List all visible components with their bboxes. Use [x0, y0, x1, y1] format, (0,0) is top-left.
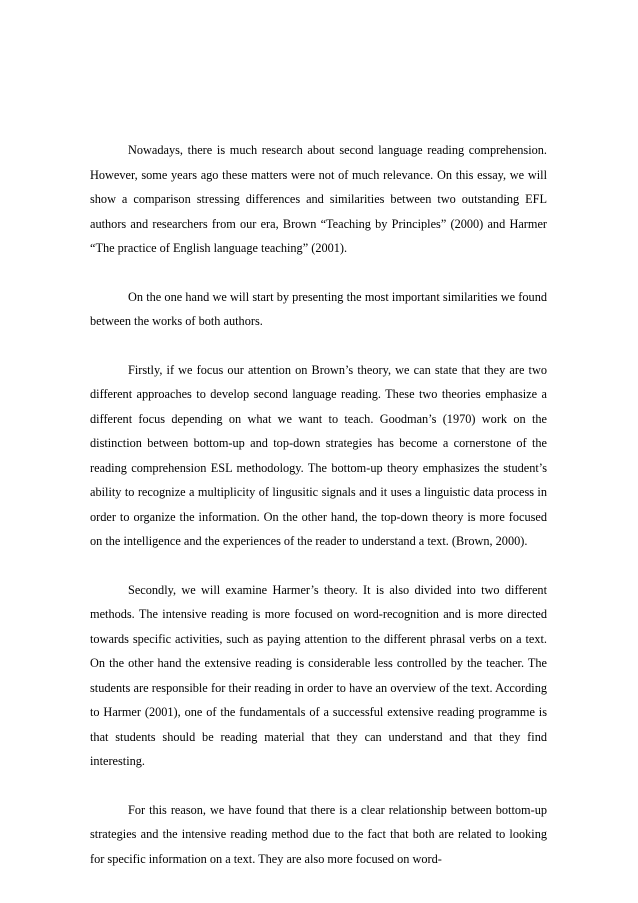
paragraph-similarities-intro: On the one hand we will start by presenting the most important similarities we found between the works of both authors.	[90, 289, 547, 328]
paragraph-brown-theory: Firstly, if we focus our attention on Brown’s theory, we can state that they are two different approaches to develop second language reading. These two theories emphasize a different focus depending on what we want to teach. Goodman’s (1970) work on the distinction between bottom-up and top-down strategies has become a cornerstone of the reading comprehension ESL methodology. The bottom-up theory emphasizes the student’s ability to recognize a multiplicity of lingusitic signals and it uses a linguistic data process in order to organize the information. On the other hand, the top-down theory is more focused on the intelligence and the experiences of the reader to understand a text. (Brown, 2000).	[90, 362, 547, 548]
document-body	[90, 138, 547, 895]
paragraph-relationship: For this reason, we have found that there is a clear relationship between bottom-up strategies and the intensive reading method due to the fact that both are related to looking for specific information on a text. They are also more focused on word-	[90, 802, 547, 866]
paragraph-harmer-theory: Secondly, we will examine Harmer’s theory. It is also divided into two different methods. The intensive reading is more focused on word-recognition and is more directed towards specific activities, such as paying attention to the different phrasal verbs on a text. On the other hand the extensive reading is considerable less controlled by the teacher. The students are responsible for their reading in order to have an overview of the text. According to Harmer (2001), one of the fundamentals of a successful extensive reading programme is that students should be reading material that they can understand and that they find interesting.	[90, 582, 547, 768]
paragraph-introduction: Nowadays, there is much research about second language reading comprehension. However, some years ago these matters were not of much relevance. On this essay, we will show a comparison stressing differences and similarities between two outstanding EFL authors and researchers from our era, Brown “Teaching by Principles” (2000) and Harmer “The practice of English language teaching” (2001).	[90, 143, 547, 255]
